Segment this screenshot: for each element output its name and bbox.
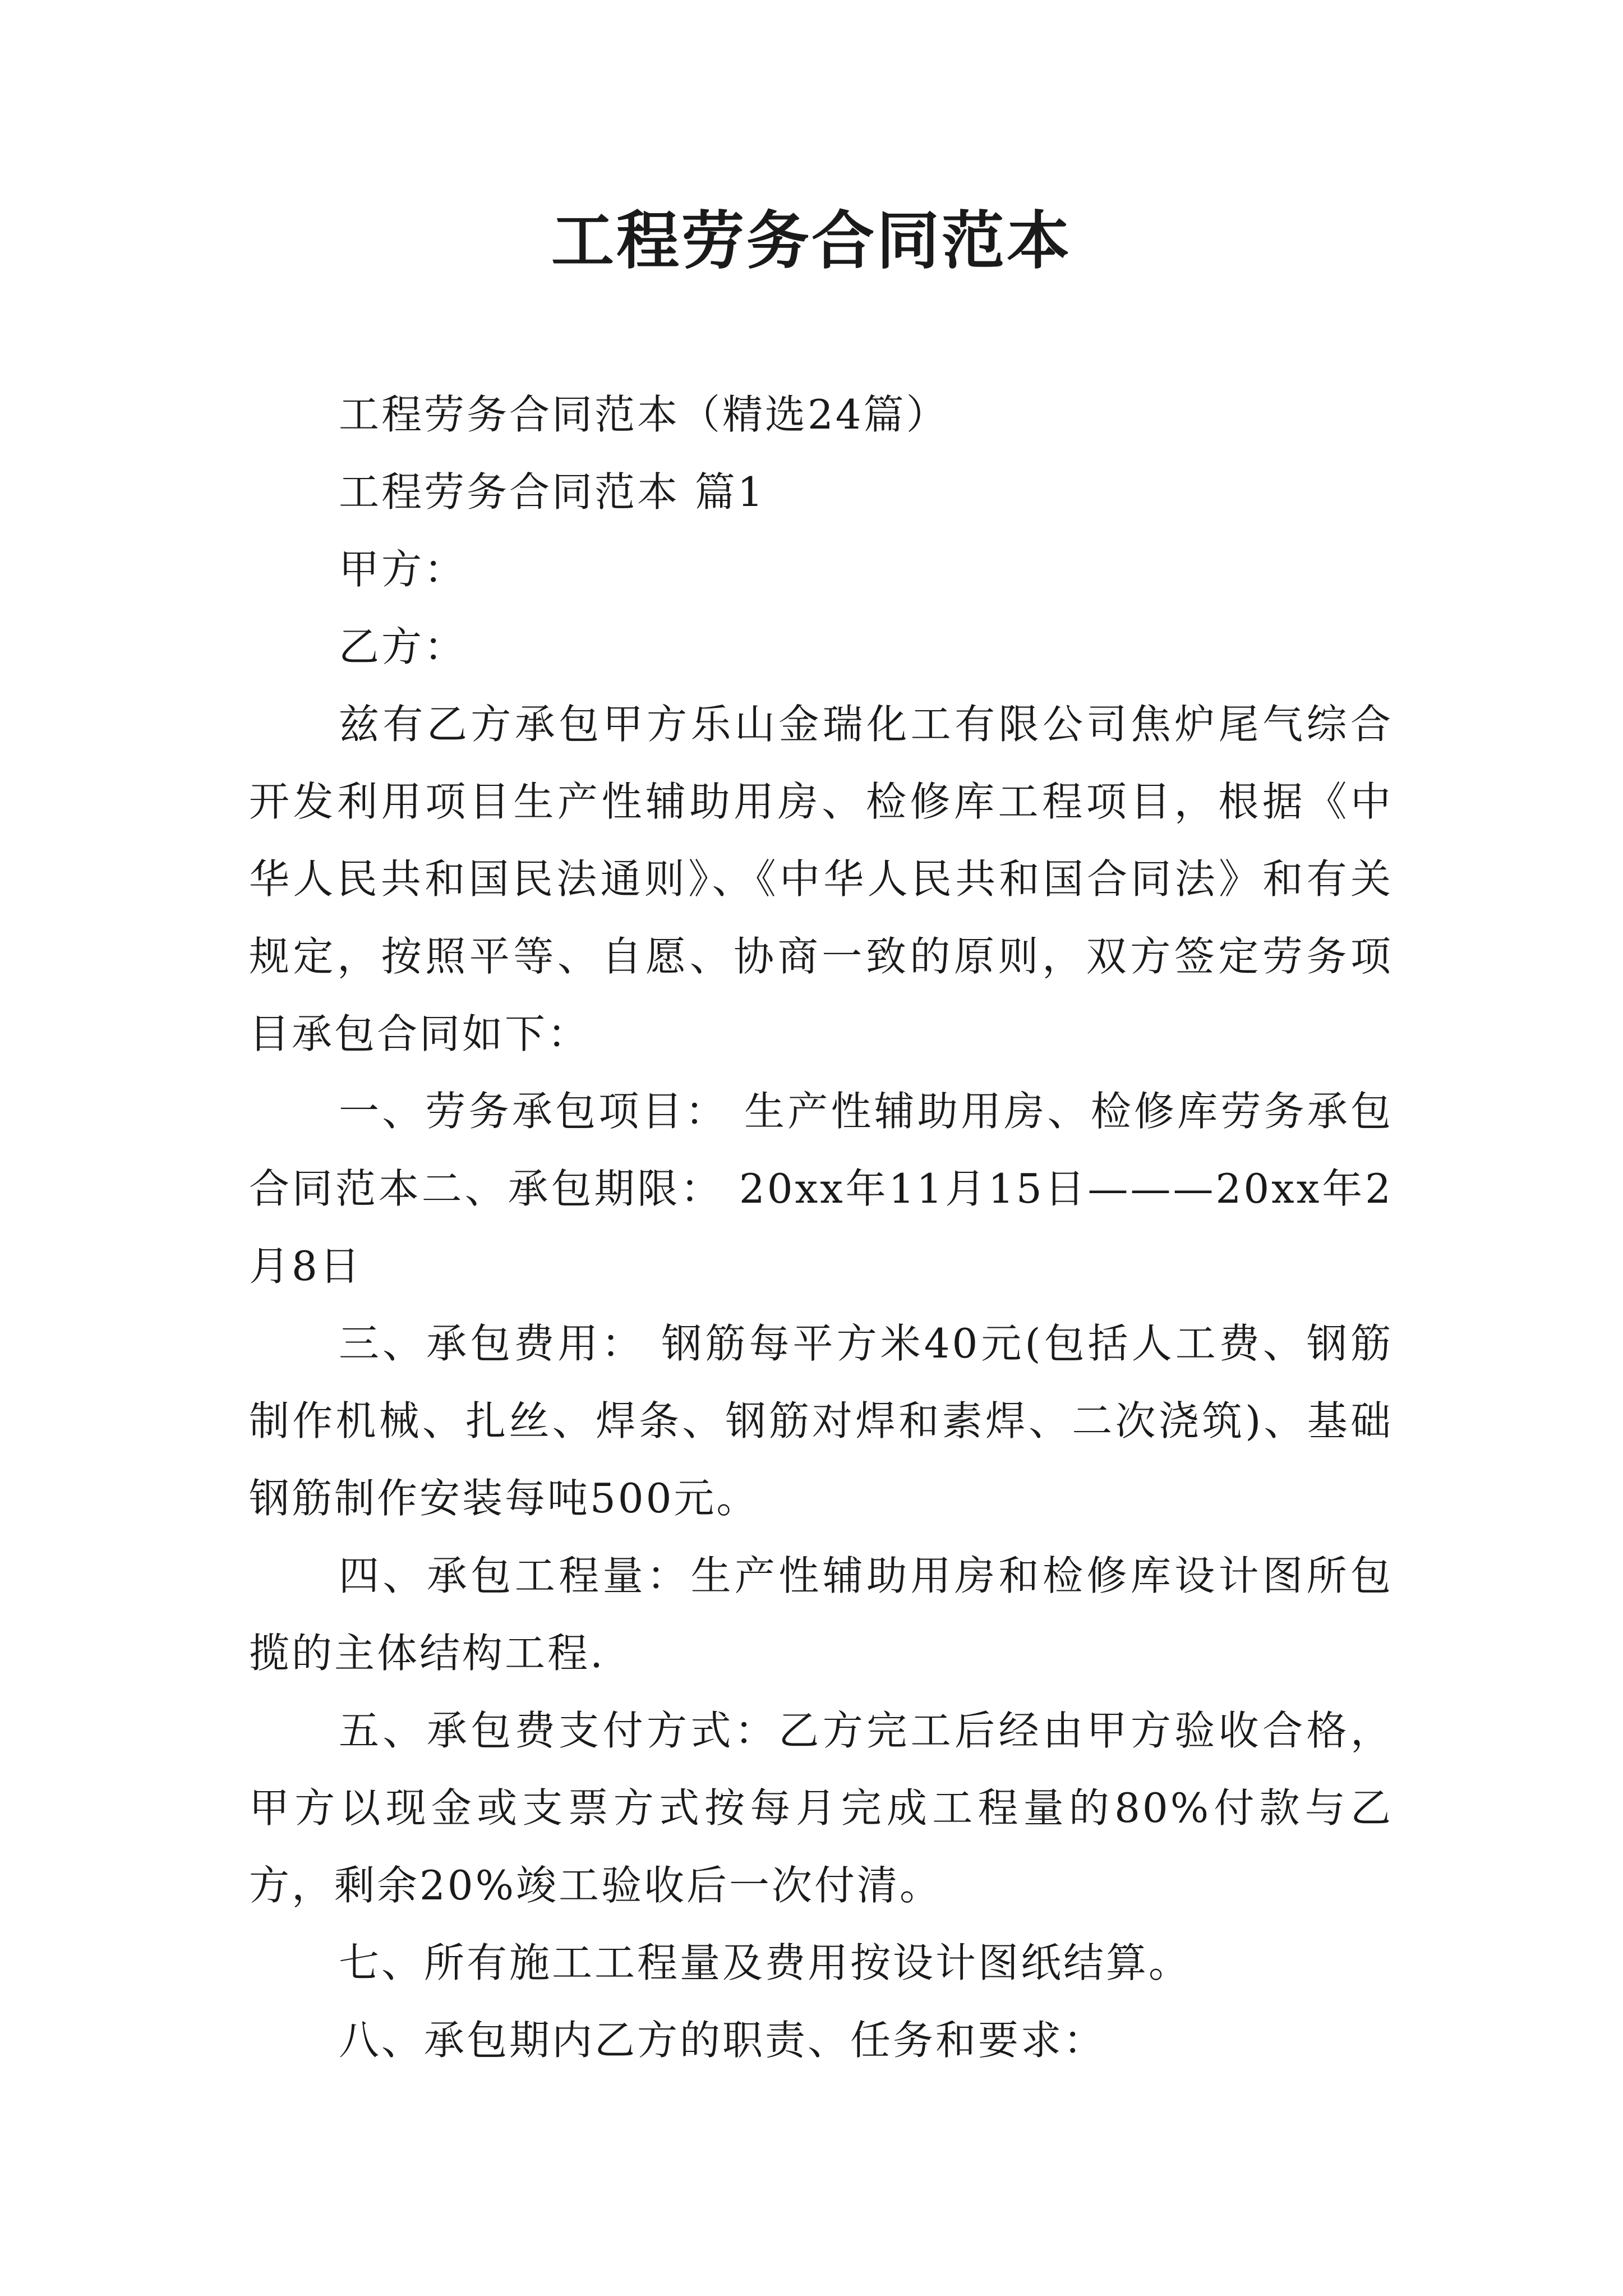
paragraph-clause-5: 五、承包费支付方式：乙方完工后经由甲方验收合格，甲方以现金或支票方式按每月完成工程量的80%付款与乙方，剩余20%竣工验收后一次付清。 [249, 1707, 1393, 1909]
paragraph-subtitle: 工程劳务合同范本（精选24篇） [339, 391, 949, 438]
paragraph-preamble: 兹有乙方承包甲方乐山金瑞化工有限公司焦炉尾气综合开发利用项目生产性辅助用房、检修库工程项目，根据《中华人民共和国民法通则》、《中华人民共和国合同法》和有关规定，按照平等、自愿、协商一致的原则，双方签定劳务项目承包合同如下： [249, 701, 1393, 1057]
paragraph-clause-4: 四、承包工程量：生产性辅助用房和检修库设计图所包揽的主体结构工程. [249, 1552, 1393, 1677]
paragraph-clause-8: 八、承包期内乙方的职责、任务和要求： [339, 2017, 1106, 2064]
paragraph-party-b: 乙方： [339, 623, 467, 670]
document-title: 工程劳务合同范本 [551, 204, 1072, 278]
paragraph-party-a: 甲方： [339, 546, 467, 593]
paragraph-clause-3: 三、承包费用： 钢筋每平方米40元(包括人工费、钢筋制作机械、扎丝、焊条、钢筋对焊和素焊、二次浇筑)、基础钢筋制作安装每吨500元。 [249, 1320, 1393, 1522]
paragraph-clause-7: 七、所有施工工程量及费用按设计图纸结算。 [339, 1939, 1192, 1986]
document-body [249, 376, 1393, 2079]
paragraph-section-heading: 工程劳务合同范本 篇1 [339, 468, 766, 516]
paragraph-clause-1: 一、劳务承包项目： 生产性辅助用房、检修库劳务承包合同范本二、承包期限： 20xx年11月15日———20xx年2月8日 [249, 1088, 1393, 1290]
